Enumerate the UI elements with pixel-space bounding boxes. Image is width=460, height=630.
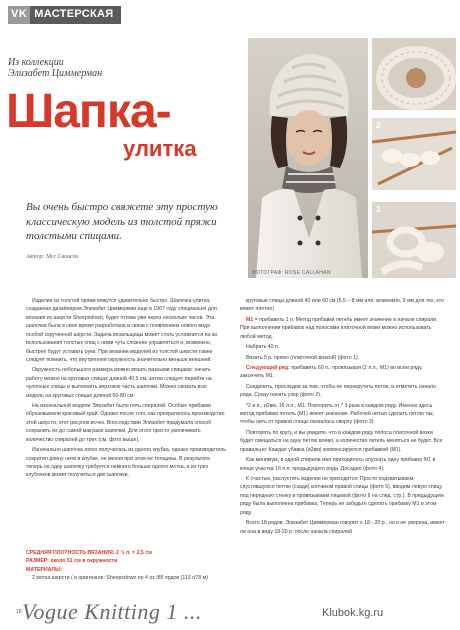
site-watermark: Klubok.kg.ru (322, 607, 384, 619)
body-right-column (240, 297, 445, 538)
knit-rows-paragraph: Вязать 5 р. прямо (платочной вязкой) (фото 1). (246, 354, 360, 361)
size-spec: РАЗМЕР: около 51 см в окружности (26, 558, 118, 565)
body-paragraph: Окружность небольшого размера можно вязать разными спицами: начать работу можно на круговых спицах длиной 40,5 см, затем следует перейти на чулочные спицы и выполнить верхнюю часть шапочки. Можно связать всю модель на круговых спицах длиной 60-80 см. (26, 367, 212, 399)
next-row-label: Следующий ряд: (246, 364, 290, 371)
step-photo-2 (372, 118, 456, 190)
m1-text: = прибавить 1 п. Метод прибавки петель имеет значение в начале спирали. При выполнении прибавок над полосами платочной вязки можно использовать любой метод. (240, 316, 438, 340)
m1-paragraph (240, 316, 445, 341)
m1-label: М1 (246, 316, 254, 323)
magazine-brand: Vogue Knitting 1 ... (22, 599, 202, 624)
section-header (8, 6, 121, 24)
body-paragraph: Всего 18 рядов. Элизабет Циммерман говорит о 18 - 20 р., но я не уверена, имеет ли она в виду 18-20 р. после начала спиралей (240, 520, 445, 535)
body-paragraph: Соединить, проследив за тем, чтобы не перекрутить петли, и отметить начало ряда. Сразу начать узор (фото 2). (240, 383, 437, 399)
photo-credit: ФОТОГРАФ: ROSE CALLAHAN (252, 270, 331, 276)
body-paragraph: *2 и.п., и2вм, 16 л.п., М1. Повторить от * 3 раза в каждом ряду. Именно здесь метод прибавки петель (М1) имеет значение: Рабочей нитью сделать петлю так, чтобы нить от правой спицы оказалась сверху (фото 3). (240, 402, 435, 426)
article-title: Шапка- (6, 85, 171, 138)
next-row-text: прибавить 60 п., провязывая (2 л.п., М1) во всем ряду, закончить М1. (240, 364, 423, 380)
model-photo (248, 38, 368, 278)
byline: Автор: Мег Свансен (26, 254, 79, 260)
lead-paragraph: Вы очень быстро свяжете эту простую классическую модель из толстой пряжи толстыми спицами. (26, 201, 218, 243)
body-paragraph: Повторять по кругу, и вы увидите, что в каждом ряду полоса платочной вязки будет смещаться на одну петлю влево, а количество петель меняться не будет. Все правильно: Каждая убавка (и2вм) компенсируется прибавкой (М1). (240, 429, 443, 453)
needles-stitches-illustration (372, 118, 456, 190)
cast-on-paragraph: Набрать 40 п. (246, 344, 280, 351)
page-number: 18 (16, 609, 22, 615)
materials-text: 2 мотка шерсти ( в оригинале: Sheepsdown no 4 oz /85 ярдов (113 г/78 м) (32, 575, 208, 582)
next-row-paragraph (240, 364, 445, 381)
section-title: МАСТЕРСКАЯ (30, 6, 121, 24)
step-photo-1 (372, 38, 456, 110)
body-paragraph: На изначальной модели Элизабет было пять спиралей. Особые прибавки образовывали красивый край. Однако после того, как прекратилось производство этой шерсти, этот рисунок исчез. Впоследствии Элизабет придумала способ сохранить их до самой макушки шапочки. Для этого просто увеличивать количество спиралей до трех (см. фото выше). (26, 403, 225, 443)
collection-label: Из коллекции (8, 57, 64, 68)
step-photo-3 (372, 202, 456, 278)
step-number: 2 (376, 121, 381, 130)
yarn-loop-illustration (372, 202, 456, 278)
magazine-logo: VK (8, 6, 30, 24)
designer-name: Элизабет Циммерман (8, 68, 103, 79)
gauge-spec: СРЕДНЯЯ ПЛОТНОСТЬ ВЯЗАНИЯ: 2 ½ п. = 2,5 см (26, 550, 152, 556)
body-paragraph: Как минимум, в одной спирали мне приходилось опускать одну прибавку М1 в конце участка 16 п.п. предыдущего ряда. Досадно (фото 4). (240, 457, 436, 472)
body-paragraph: Изначально шапочка легко получилась из одного клубка, однако производитель сократил длину нити в клубке, не меняя при этом ее толщины. В результате теперь на одну шапочку требуется немного больше одного мотка, а из трех клубочков может получиться две шапочки. (26, 447, 226, 479)
article-subtitle: улитка (123, 136, 197, 161)
body-left-column (26, 297, 226, 482)
model-photo-illustration (248, 38, 368, 278)
pattern-specs (26, 549, 226, 583)
body-paragraph: К счастью, распустить изделие не приходится: Просто подхватываем спустившуюся петлю (сзади) кончиком правой спицы (фото 5), вводим левую спицу под передною стенку и провязываем лицевой (фото 6 на след. стр.). В предыдущем ряду была выполнена прибавка. Теперь не забудьте сделать прибавку М1 в этом ряду. (240, 476, 444, 516)
materials-label: МАТЕРИАЛЫ: (26, 566, 62, 573)
body-paragraph: Изделия из толстой пряжи вяжутся удивительно быстро. Шапочка-улитка, созданная дизайнером Элизабет Циммерман еще в 1967 году специально для вязания из шерсти Sheepsdown, будет готова уже через несколько часов. Эта шапочка была в свое время разработана в связи с появлением нового вида особой скрученной шерсти. Задача вязальщицы может стать усложнится из-за использования толстых спиц с ними чуть сложнее управляться и, возможно, быстрее будут уставать руки. При вязании моделей из толстой шерсти также следует помнить, что внутренняя окружность значительно меньше внешней. (26, 298, 218, 363)
yarn-ring-illustration (372, 38, 456, 110)
step-number: 3 (376, 205, 381, 214)
needles-paragraph: круговые спицы длиной 40 или 60 см (5,5 – 8 мм или, возможно, 9 мм для тех, кто вяжет плотно) (240, 298, 444, 313)
